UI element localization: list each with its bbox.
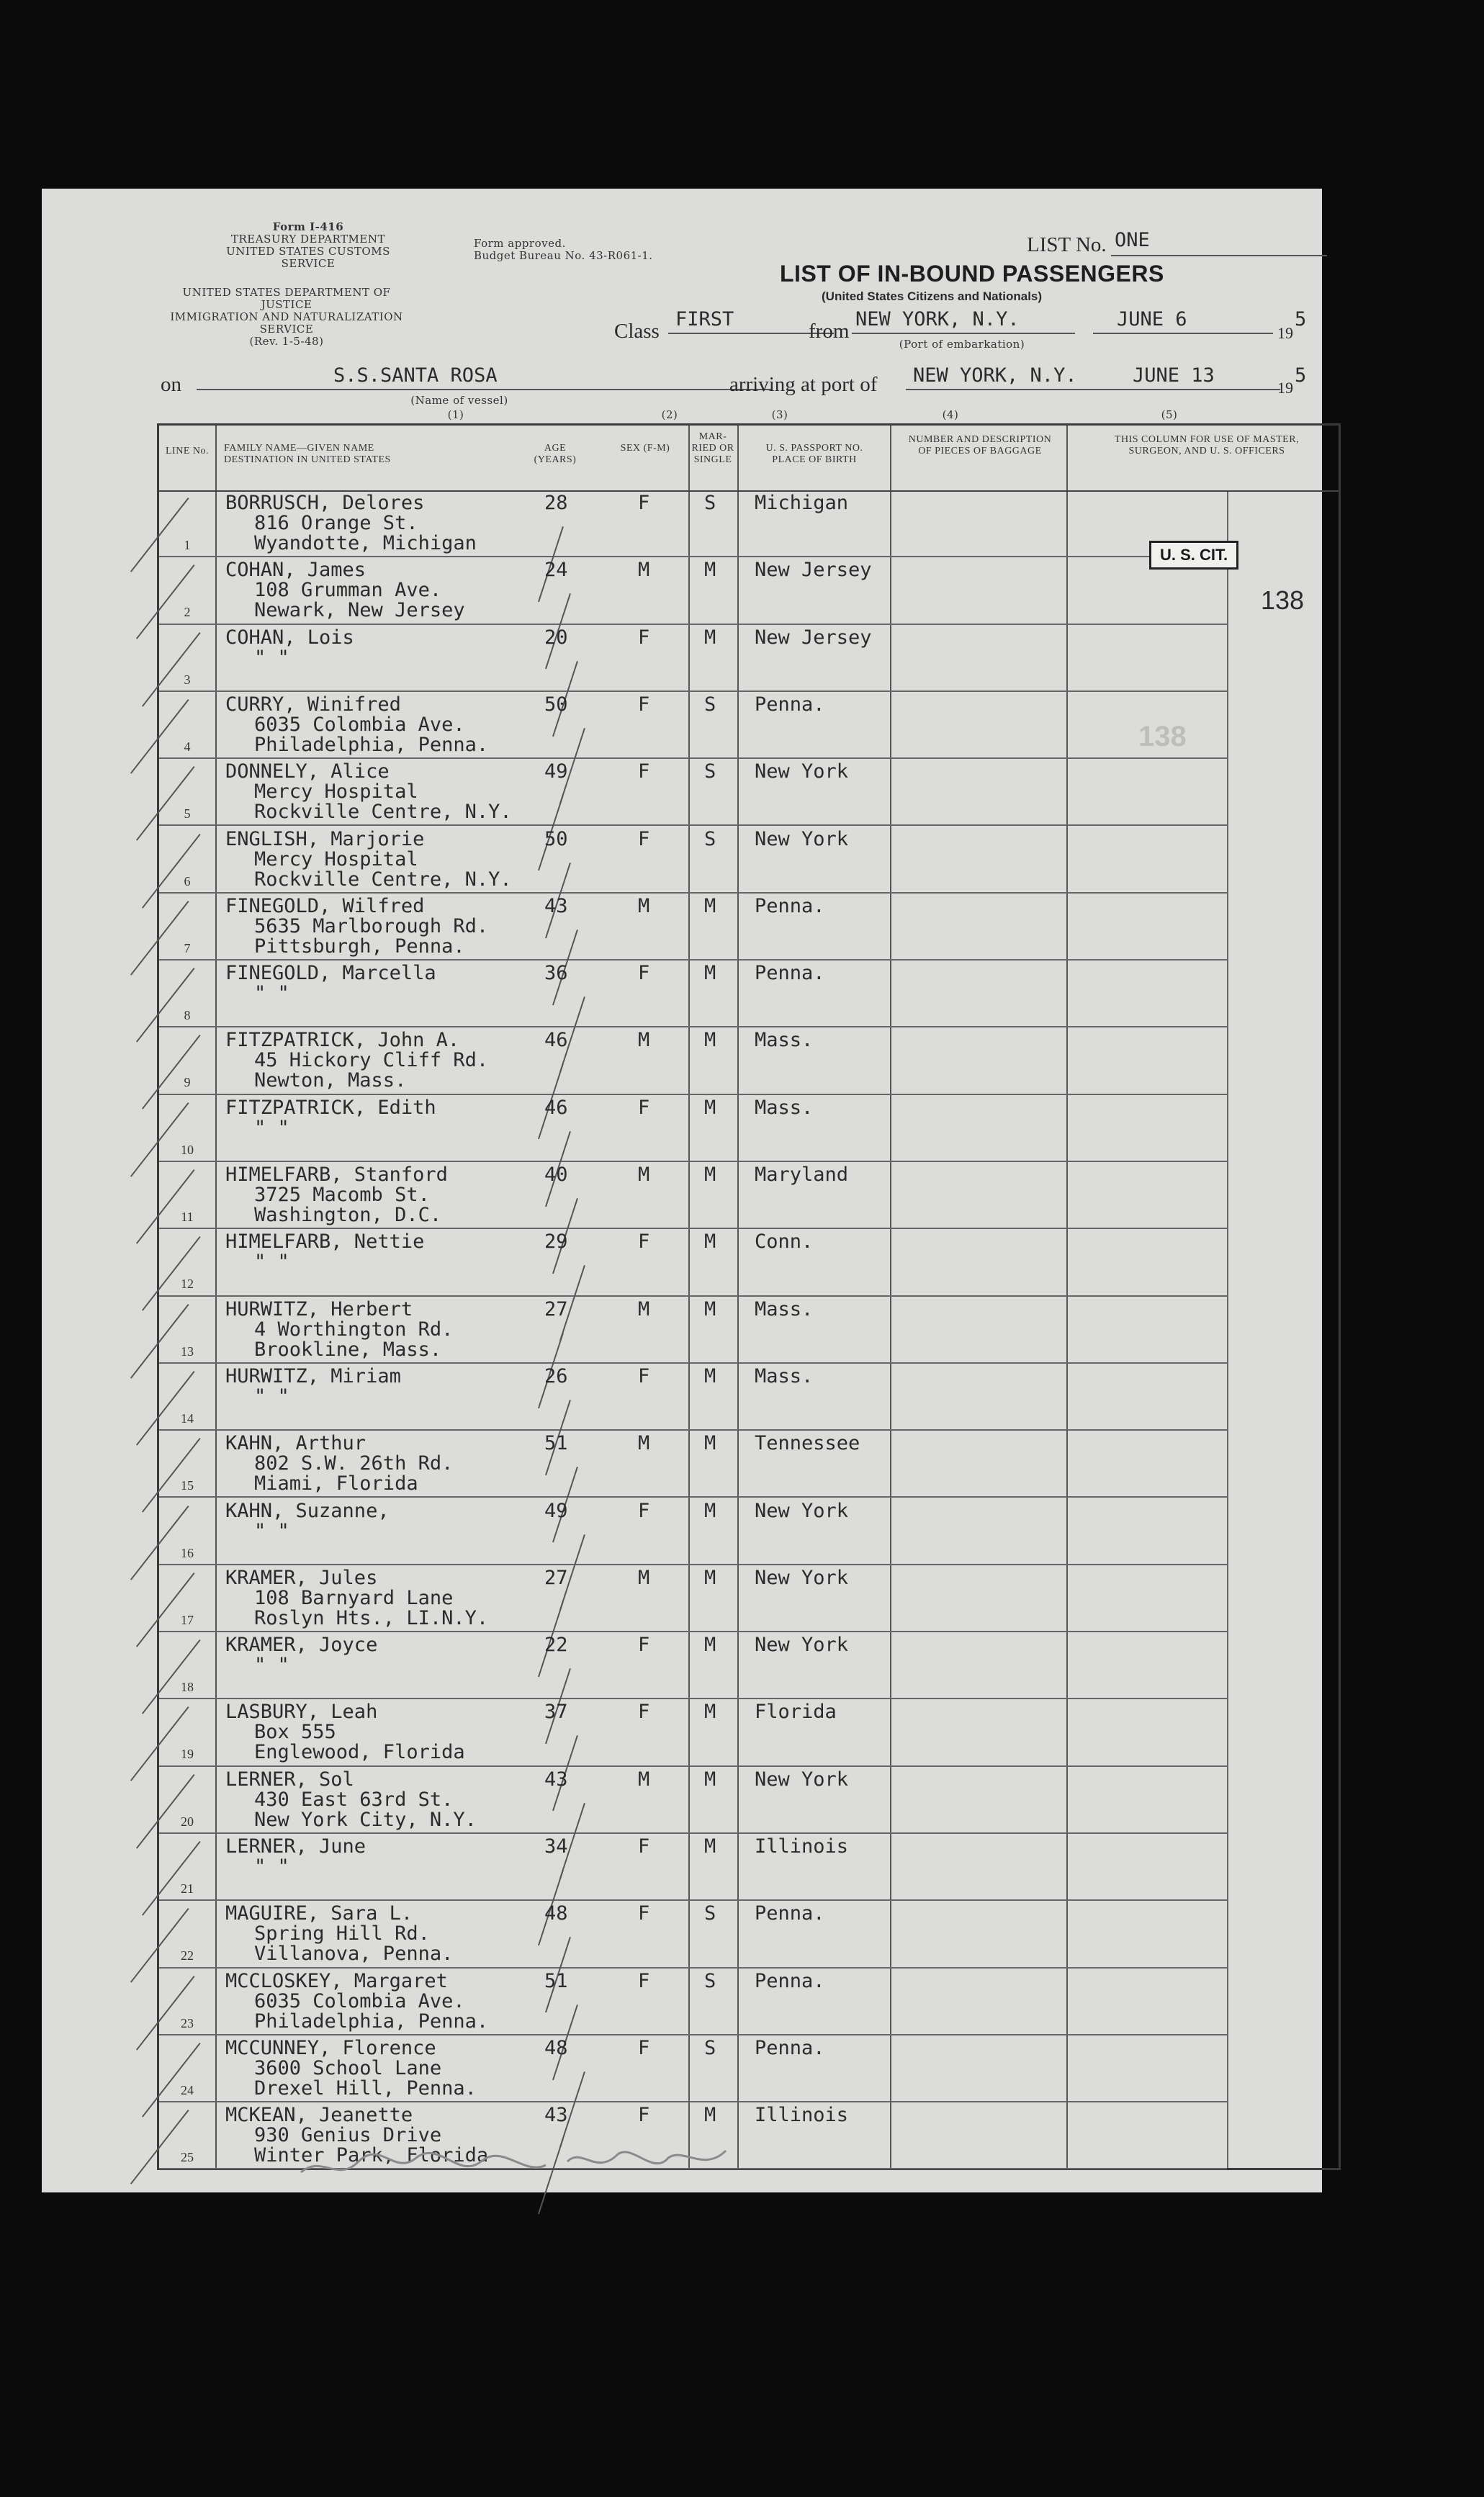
place-of-birth: Penna. [755,894,825,917]
sex: F [638,2036,650,2059]
sex: M [638,1164,650,1186]
table-row [159,894,1339,960]
faint-number: 138 [1138,721,1187,752]
from-port: NEW YORK, N.Y. [855,308,1020,330]
line-number: 11 [181,1210,194,1224]
age: 26 [544,1364,568,1387]
place-of-birth: Florida [755,1701,837,1724]
marital-status: M [704,962,716,985]
col-header-name: FAMILY NAME—GIVEN NAME DESTINATION IN UNITED STATES [224,443,391,465]
address-street: 108 Grumman Ave. [254,579,442,602]
form-header-block [207,221,409,270]
marital-status: M [704,626,716,649]
line-number: 16 [181,1545,194,1560]
passenger-table [157,423,1341,2170]
embark-caption: (Port of embarkation) [899,338,1025,351]
passenger-name: COHAN, James [225,559,366,582]
sex: F [638,492,650,514]
address-street: " " [254,1385,289,1408]
page-subtitle: (United States Citizens and Nationals) [822,289,1043,303]
year-suffix: 5 [1295,308,1307,330]
budget-bureau: Budget Bureau No. 43-R061-1. [474,249,653,262]
line-number: 13 [181,1344,194,1359]
age: 43 [544,2104,568,2127]
address-street: 45 Hickory Cliff Rd. [254,1049,489,1072]
place-of-birth: Michigan [755,492,849,514]
place-of-birth: New York [755,1566,849,1589]
sex: M [638,1029,650,1052]
approval-block [474,238,675,262]
passenger-name: MCKEAN, Jeanette [225,2104,413,2127]
passenger-name: COHAN, Lois [225,626,354,649]
age: 46 [544,1029,568,1052]
sex: F [638,1701,650,1724]
year-prefix-2: 19 [1277,379,1293,397]
age: 20 [544,626,568,649]
line-number: 12 [181,1277,194,1292]
address-street: " " [254,982,289,1005]
table-row [159,960,1339,1027]
address-street: Mercy Hospital [254,780,418,804]
marital-status: M [704,1432,716,1455]
list-no-label: LIST No. [1027,233,1107,256]
vessel-name: S.S.SANTA ROSA [333,364,498,387]
age: 48 [544,2036,568,2059]
sex: M [638,1566,650,1589]
address-street: " " [254,1519,289,1542]
age: 24 [544,559,568,582]
age: 36 [544,962,568,985]
address-city: Winter Park, Florida [254,2144,489,2167]
place-of-birth: Penna. [755,2036,825,2059]
col-header-married: MAR-RIED OR SINGLE [691,431,734,465]
passenger-name: DONNELY, Alice [225,760,390,783]
address-street: Spring Hill Rd. [254,1922,430,1945]
sex: M [638,1768,650,1791]
address-city: Wyandotte, Michigan [254,532,477,554]
address-street: " " [254,1654,289,1677]
marital-status: M [704,1230,716,1254]
sex: M [638,559,650,582]
arrival-port: NEW YORK, N.Y. [913,364,1077,387]
address-city: Philadelphia, Penna. [254,733,489,756]
address-street: " " [254,1855,289,1878]
customs-service: UNITED STATES CUSTOMS SERVICE [226,245,390,270]
col-caption-4: (4) [942,408,959,421]
treasury-dept: TREASURY DEPARTMENT [231,233,385,246]
table-row [159,1901,1339,1968]
age: 43 [544,894,568,917]
class-value: FIRST [675,308,734,330]
address-city: Rockville Centre, N.Y. [254,868,512,891]
address-city: Rockville Centre, N.Y. [254,801,512,824]
passenger-name: FINEGOLD, Wilfred [225,894,425,917]
manifest-page [42,189,1322,2192]
place-of-birth: New York [755,1768,849,1791]
vessel-underline [197,389,773,390]
sex: F [638,693,650,716]
marital-status: S [704,760,716,783]
address-street: " " [254,646,289,669]
line-number: 3 [184,672,191,687]
marital-status: M [704,1164,716,1186]
line-number: 9 [184,1075,191,1090]
table-row [159,1834,1339,1901]
table-row [159,1229,1339,1296]
passenger-name: MCCUNNEY, Florence [225,2036,436,2059]
from-date: JUNE 6 [1117,308,1187,330]
age: 28 [544,492,568,514]
table-row [159,1095,1339,1162]
table-row [159,1162,1339,1229]
sex: F [638,1902,650,1925]
line-number: 22 [181,1948,194,1963]
passenger-name: MAGUIRE, Sara L. [225,1902,413,1925]
place-of-birth: New York [755,1634,849,1657]
line-number: 19 [181,1747,194,1762]
col-caption-2: (2) [661,408,678,421]
place-of-birth: New York [755,760,849,783]
table-row [159,1969,1339,2035]
sex: F [638,1835,650,1858]
sex: F [638,1096,650,1119]
sex: F [638,2104,650,2127]
address-street: 430 East 63rd St. [254,1788,454,1811]
passenger-name: KAHN, Suzanne, [225,1499,390,1522]
age: 34 [544,1835,568,1858]
col-caption-5: (5) [1161,408,1178,421]
form-number: Form I-416 [272,220,344,233]
signature-scribble [294,2133,740,2190]
marital-status: S [704,492,716,514]
year-prefix: 19 [1277,324,1293,342]
line-number: 1 [184,538,191,552]
address-street: 4 Worthington Rd. [254,1318,454,1341]
sex: M [638,894,650,917]
marital-status: M [704,1566,716,1589]
line-number: 5 [184,806,191,822]
sex: F [638,626,650,649]
passenger-name: HIMELFARB, Nettie [225,1230,425,1254]
age: 40 [544,1164,568,1186]
marital-status: S [704,827,716,850]
place-of-birth: Maryland [755,1164,849,1186]
col-caption-3: (3) [771,408,788,421]
marital-status: M [704,1701,716,1724]
age: 43 [544,1768,568,1791]
address-street: 6035 Colombia Ave. [254,713,465,736]
place-of-birth: Tennessee [755,1432,860,1455]
margin-number: 138 [1261,585,1305,615]
age: 29 [544,1230,568,1254]
passenger-name: FITZPATRICK, Edith [225,1096,436,1119]
place-of-birth: Penna. [755,1902,825,1925]
marital-status: M [704,1297,716,1321]
arrival-underline [906,389,1280,390]
address-city: New York City, N.Y. [254,1808,477,1831]
address-street: Mercy Hospital [254,847,418,870]
line-number: 15 [181,1478,194,1493]
address-street: 6035 Colombia Ave. [254,1989,465,2012]
col-header-age: AGE (YEARS) [534,443,577,465]
address-city: Washington, D.C. [254,1204,442,1226]
sex: F [638,1499,650,1522]
year-suffix-2: 5 [1295,364,1307,387]
table-row [159,1632,1339,1699]
passenger-name: LERNER, June [225,1835,366,1858]
place-of-birth: Mass. [755,1364,814,1387]
sex: F [638,962,650,985]
age: 37 [544,1701,568,1724]
address-city: Newark, New Jersey [254,599,465,622]
age: 50 [544,827,568,850]
marital-status: M [704,1634,716,1657]
marital-status: M [704,894,716,917]
address-street: 930 Genius Drive [254,2124,442,2147]
revision: (Rev. 1-5-48) [249,335,324,348]
line-number: 17 [181,1612,194,1627]
col-header-line-no: LINE No. [166,446,209,456]
table-row [159,1431,1339,1498]
place-of-birth: New York [755,1499,849,1522]
marital-status: M [704,1029,716,1052]
place-of-birth: Illinois [755,2104,849,2127]
sex: F [638,1230,650,1254]
marital-status: M [704,559,716,582]
line-number: 21 [181,1881,194,1896]
passenger-name: CURRY, Winifred [225,693,401,716]
form-approved: Form approved. [474,237,566,250]
sex: F [638,1364,650,1387]
line-number: 4 [184,739,191,754]
marital-status: M [704,1499,716,1522]
age: 46 [544,1096,568,1119]
table-row [159,1364,1339,1431]
place-of-birth: Conn. [755,1230,814,1254]
passenger-name: LERNER, Sol [225,1768,354,1791]
table-row [159,1565,1339,1632]
sex: F [638,827,650,850]
line-number: 10 [181,1142,194,1157]
from-label: from [809,320,850,343]
table-row [159,759,1339,826]
list-no-underline [1111,255,1327,256]
line-number: 20 [181,1814,194,1829]
sex: M [638,1432,650,1455]
place-of-birth: Mass. [755,1029,814,1052]
age: 27 [544,1297,568,1321]
passenger-name: HIMELFARB, Stanford [225,1164,448,1186]
line-number: 25 [181,2150,194,2165]
line-number: 23 [181,2015,194,2030]
age: 22 [544,1634,568,1657]
class-label: Class [614,320,660,343]
col-header-passport: U. S. PASSPORT NO. PLACE OF BIRTH [765,443,863,465]
col-header-officers: THIS COLUMN FOR USE OF MASTER, SURGEON, AND U. S. OFFICERS [1114,434,1300,456]
line-number: 24 [181,2082,194,2097]
table-row [159,2035,1339,2102]
place-of-birth: New Jersey [755,626,872,649]
line-number: 6 [184,873,191,888]
passenger-name: LASBURY, Leah [225,1701,378,1724]
address-street: 802 S.W. 26th Rd. [254,1452,454,1475]
marital-status: M [704,1364,716,1387]
us-citizen-stamp: U. S. CIT. [1149,541,1238,570]
passenger-name: MCCLOSKEY, Margaret [225,1969,448,1992]
col-caption-1: (1) [447,408,464,421]
passenger-name: BORRUSCH, Delores [225,492,425,514]
age: 50 [544,693,568,716]
passenger-name: ENGLISH, Marjorie [225,827,425,850]
sex: M [638,1297,650,1321]
marital-status: S [704,1902,716,1925]
table-row [159,1297,1339,1364]
place-of-birth: New Jersey [755,559,872,582]
address-street: 108 Barnyard Lane [254,1586,454,1609]
age: 51 [544,1432,568,1455]
address-street: " " [254,1251,289,1274]
address-city: Newton, Mass. [254,1069,407,1092]
place-of-birth: Penna. [755,1969,825,1992]
table-row [159,625,1339,692]
marital-status: M [704,2104,716,2127]
age: 51 [544,1969,568,1992]
passenger-name: KAHN, Arthur [225,1432,366,1455]
ins-service: IMMIGRATION AND NATURALIZATION SERVICE [170,310,403,336]
age: 48 [544,1902,568,1925]
address-street: 5635 Marlborough Rd. [254,914,489,937]
address-street: Box 555 [254,1721,336,1744]
line-number: 7 [184,940,191,955]
on-label: on [161,373,181,396]
passenger-name: KRAMER, Joyce [225,1634,378,1657]
table-row [159,1498,1339,1565]
address-city: Miami, Florida [254,1472,418,1495]
justice-header-block [157,287,416,348]
address-street: 3725 Macomb St. [254,1184,430,1206]
place-of-birth: Penna. [755,693,825,716]
passenger-name: KRAMER, Jules [225,1566,378,1589]
sex: F [638,1969,650,1992]
address-city: Drexel Hill, Penna. [254,2077,477,2100]
table-row [159,827,1339,894]
address-street: " " [254,1116,289,1139]
line-number: 2 [184,605,191,620]
address-street: 816 Orange St. [254,512,418,534]
marital-status: S [704,1969,716,1992]
list-no-value: ONE [1115,229,1150,251]
line-number: 14 [181,1411,194,1426]
marital-status: M [704,1835,716,1858]
justice-dept: UNITED STATES DEPARTMENT OF JUSTICE [182,286,391,311]
col-header-baggage: NUMBER AND DESCRIPTION OF PIECES OF BAGGAGE [908,434,1052,456]
address-city: Englewood, Florida [254,1741,465,1764]
from-underline [852,333,1075,334]
address-city: Philadelphia, Penna. [254,2010,489,2033]
age: 49 [544,1499,568,1522]
arrival-date: JUNE 13 [1133,364,1215,387]
passenger-name: FITZPATRICK, John A. [225,1029,460,1052]
passenger-name: HURWITZ, Herbert [225,1297,413,1321]
marital-status: S [704,693,716,716]
line-number: 18 [181,1680,194,1695]
marital-status: S [704,2036,716,2059]
marital-status: M [704,1096,716,1119]
place-of-birth: New York [755,827,849,850]
line-number: 8 [184,1008,191,1023]
place-of-birth: Mass. [755,1096,814,1119]
address-street: 3600 School Lane [254,2056,442,2079]
sex: F [638,760,650,783]
address-city: Pittsburgh, Penna. [254,935,465,958]
place-of-birth: Penna. [755,962,825,985]
passenger-name: FINEGOLD, Marcella [225,962,436,985]
col-header-sex: SEX (F-M) [620,443,670,454]
table-row [159,1027,1339,1094]
age: 27 [544,1566,568,1589]
passenger-name: HURWITZ, Miriam [225,1364,401,1387]
address-city: Villanova, Penna. [254,1943,454,1966]
place-of-birth: Mass. [755,1297,814,1321]
marital-status: M [704,1768,716,1791]
sex: F [638,1634,650,1657]
age: 49 [544,760,568,783]
date-underline [1093,333,1273,334]
place-of-birth: Illinois [755,1835,849,1858]
table-row [159,1699,1339,1766]
address-city: Brookline, Mass. [254,1338,442,1361]
address-city: Roslyn Hts., LI.N.Y. [254,1606,489,1629]
table-row [159,1767,1339,1834]
arriving-label: arriving at port of [729,373,878,396]
vessel-caption: (Name of vessel) [410,394,508,407]
page-title: LIST OF IN-BOUND PASSENGERS [780,261,1164,287]
